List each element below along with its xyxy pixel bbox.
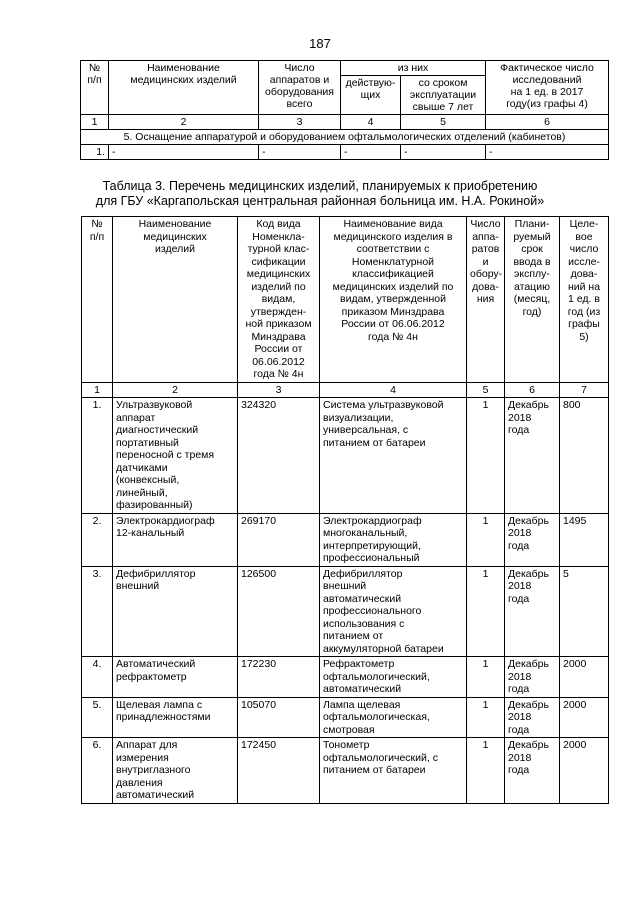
equipment-table-previous <box>80 60 609 160</box>
t2-cell-name: Электрокардиограф 12-канальный <box>113 513 238 566</box>
t2-cell-code: 126500 <box>238 566 320 657</box>
t2-cell-qty: 1 <box>467 566 505 657</box>
caption-line-2: для ГБУ «Каргапольская центральная районная больница им. Н.А. Рокиной» <box>95 194 545 208</box>
t1-cell: - <box>401 145 486 160</box>
col-num: 1 <box>82 382 113 398</box>
t2-cell-target: 5 <box>560 566 609 657</box>
t1-header-count: Число аппаратов и оборудования всего <box>259 61 341 115</box>
col-num: 4 <box>320 382 467 398</box>
t1-header-name: Наименование медицинских изделий <box>109 61 259 115</box>
t2-cell-term: Декабрь 2018 года <box>505 738 560 804</box>
t2-cell-term: Декабрь 2018 года <box>505 657 560 698</box>
t2-cell-no: 5. <box>82 697 113 738</box>
t2-header-target: Целе- вое число иссле- дова- ний на 1 ед. в год (из графы 5) <box>560 217 609 383</box>
t1-header-old: со сроком эксплуатации свыше 7 лет <box>401 76 486 115</box>
col-num: 5 <box>467 382 505 398</box>
table-row <box>81 145 609 160</box>
table-row <box>82 398 609 514</box>
t2-header-code: Код вида Номенкла- турной клас- сификации медицинских изделий по видам, утвержден- ной приказом Минздрава России от 06.06.2012 года № 4н <box>238 217 320 383</box>
t2-cell-target: 2000 <box>560 657 609 698</box>
t2-cell-target: 1495 <box>560 513 609 566</box>
col-num: 6 <box>486 115 609 130</box>
t2-body <box>82 398 609 804</box>
t2-cell-kind: Лампа щелевая офтальмологическая, смотровая <box>320 697 467 738</box>
t2-header-kind: Наименование вида медицинского изделия в соответствии с Номенклатурной классификацией медицинских изделий по видам, утвержденной приказом Минздрава России от 06.06.2012 года № 4н <box>320 217 467 383</box>
t2-header-term: Плани- руемый срок ввода в эксплу- атацию (месяц, год) <box>505 217 560 383</box>
t2-cell-name: Щелевая лампа с принадлежностями <box>113 697 238 738</box>
t1-column-numbers <box>81 115 609 130</box>
table-row <box>82 738 609 804</box>
t2-cell-qty: 1 <box>467 697 505 738</box>
table-row <box>82 513 609 566</box>
t2-cell-qty: 1 <box>467 513 505 566</box>
planned-purchases-table <box>81 216 609 804</box>
t2-header-row <box>82 217 609 383</box>
t1-header-active: действую- щих <box>341 76 401 115</box>
col-num: 4 <box>341 115 401 130</box>
t1-cell: - <box>109 145 259 160</box>
t1-cell: 1. <box>81 145 109 160</box>
t2-cell-code: 324320 <box>238 398 320 514</box>
page-number: 187 <box>309 36 331 51</box>
t1-header-actual: Фактическое число исследований на 1 ед. в 2017 году(из графы 4) <box>486 61 609 115</box>
col-num: 2 <box>109 115 259 130</box>
t2-cell-term: Декабрь 2018 года <box>505 697 560 738</box>
t1-section-title: 5. Оснащение аппаратурой и оборудованием офтальмологических отделений (кабинетов) <box>81 130 609 145</box>
t2-cell-name: Дефибриллятор внешний <box>113 566 238 657</box>
t2-cell-name: Аппарат для измерения внутриглазного давления автоматический <box>113 738 238 804</box>
col-num: 7 <box>560 382 609 398</box>
t1-cell: - <box>259 145 341 160</box>
t2-cell-no: 1. <box>82 398 113 514</box>
t2-cell-target: 800 <box>560 398 609 514</box>
col-num: 3 <box>259 115 341 130</box>
t1-header-of-them: из них <box>341 61 486 76</box>
t2-cell-qty: 1 <box>467 657 505 698</box>
t2-column-numbers <box>82 382 609 398</box>
t2-cell-code: 172230 <box>238 657 320 698</box>
t2-cell-code: 269170 <box>238 513 320 566</box>
t2-cell-no: 4. <box>82 657 113 698</box>
table-row <box>82 657 609 698</box>
t1-cell: - <box>486 145 609 160</box>
t2-cell-qty: 1 <box>467 738 505 804</box>
t2-cell-target: 2000 <box>560 697 609 738</box>
t2-cell-name: Автоматический рефрактометр <box>113 657 238 698</box>
t2-cell-term: Декабрь 2018 года <box>505 566 560 657</box>
t2-header-qty: Число аппа- ратов и обору- дова- ния <box>467 217 505 383</box>
t2-cell-no: 3. <box>82 566 113 657</box>
t2-cell-kind: Рефрактометр офтальмологический, автоматический <box>320 657 467 698</box>
t2-cell-no: 2. <box>82 513 113 566</box>
t2-cell-term: Декабрь 2018 года <box>505 513 560 566</box>
t2-cell-qty: 1 <box>467 398 505 514</box>
col-num: 3 <box>238 382 320 398</box>
t2-cell-target: 2000 <box>560 738 609 804</box>
col-num: 5 <box>401 115 486 130</box>
t2-cell-code: 105070 <box>238 697 320 738</box>
col-num: 6 <box>505 382 560 398</box>
t2-header-name: Наименование медицинских изделий <box>113 217 238 383</box>
table-row <box>82 566 609 657</box>
caption-line-1: Таблица 3. Перечень медицинских изделий, планируемых к приобретению <box>102 179 538 193</box>
col-num: 1 <box>81 115 109 130</box>
table-caption <box>0 179 640 209</box>
t1-cell: - <box>341 145 401 160</box>
t2-cell-no: 6. <box>82 738 113 804</box>
t2-cell-kind: Электрокардиограф многоканальный, интерпретирующий, профессиональный <box>320 513 467 566</box>
t2-cell-kind: Дефибриллятор внешний автоматический профессионального использования с питанием от аккумуляторной батареи <box>320 566 467 657</box>
t2-cell-term: Декабрь 2018 года <box>505 398 560 514</box>
t2-cell-name: Ультразвуковой аппарат диагностический портативный переносной с тремя датчиками (конвексный, линейный, фазированный) <box>113 398 238 514</box>
col-num: 2 <box>113 382 238 398</box>
table-row <box>82 697 609 738</box>
t1-header-no: № п/п <box>81 61 109 115</box>
t2-cell-code: 172450 <box>238 738 320 804</box>
t2-header-no: № п/п <box>82 217 113 383</box>
t2-cell-kind: Тонометр офтальмологический, с питанием от батареи <box>320 738 467 804</box>
t2-cell-kind: Система ультразвуковой визуализации, универсальная, с питанием от батареи <box>320 398 467 514</box>
